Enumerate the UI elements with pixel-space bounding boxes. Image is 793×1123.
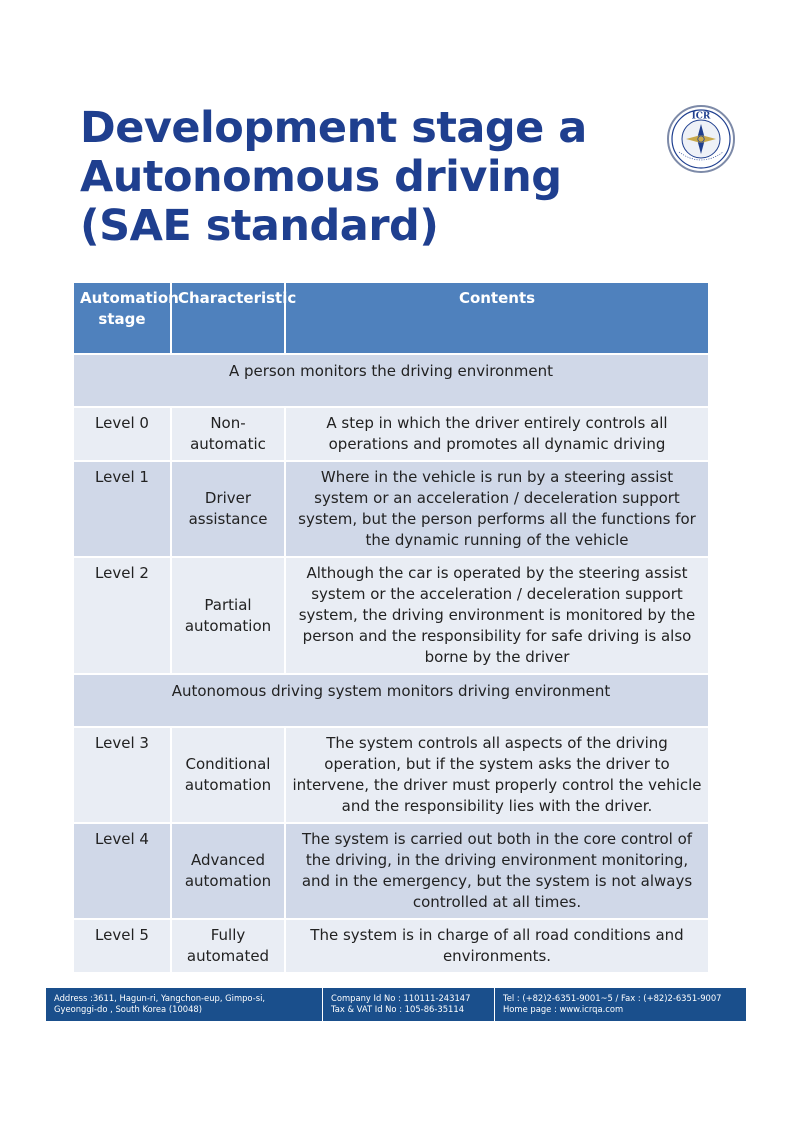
table-row	[73, 727, 709, 823]
characteristic-cell: Driver assistance	[171, 461, 285, 557]
header-automation-stage: Automation stage	[73, 282, 171, 354]
footer-address	[46, 988, 323, 1021]
table-row	[73, 823, 709, 919]
table-header-row	[73, 282, 709, 354]
contents-cell: A step in which the driver entirely controls all operations and promotes all dynamic driving	[285, 407, 709, 461]
table-row	[73, 919, 709, 973]
level-cell: Level 1	[73, 461, 171, 557]
page-title	[80, 104, 587, 251]
footer-company-ids	[323, 988, 495, 1021]
table-row	[73, 557, 709, 674]
company-id: Company Id No : 110111-243147	[331, 993, 471, 1003]
contents-cell: The system controls all aspects of the driving operation, but if the system asks the driver to intervene, the driver must properly control the vehicle and the responsibility lies with the driver.	[285, 727, 709, 823]
icr-logo	[666, 104, 736, 174]
sae-levels-table	[72, 281, 710, 974]
title-line-2: Autonomous driving	[80, 152, 562, 202]
level-cell: Level 4	[73, 823, 171, 919]
characteristic-cell: Conditional automation	[171, 727, 285, 823]
characteristic-cell: Non-automatic	[171, 407, 285, 461]
header-contents: Contents	[285, 282, 709, 354]
table-row	[73, 407, 709, 461]
title-line-3: (SAE standard)	[80, 201, 439, 251]
table-row	[73, 461, 709, 557]
contents-cell: Although the car is operated by the steering assist system or the acceleration / deceleration support system, the driving environment is monitored by the person and the responsibility for safe driving is also borne by the driver	[285, 557, 709, 674]
homepage-link[interactable]: Home page : www.icrqa.com	[503, 1004, 624, 1014]
address-line-2: Gyeonggi-do , South Korea (10048)	[54, 1004, 203, 1014]
characteristic-cell: Fully automated	[171, 919, 285, 973]
contents-cell: The system is carried out both in the core control of the driving, in the driving environment monitoring, and in the emergency, but the system is not always controlled at all times.	[285, 823, 709, 919]
logo-text: ICR	[691, 111, 711, 122]
section-row-system-monitoring	[73, 674, 709, 727]
level-cell: Level 3	[73, 727, 171, 823]
contents-cell: Where in the vehicle is run by a steering assist system or an acceleration / deceleration support system, but the person performs all the functions for the dynamic running of the vehicle	[285, 461, 709, 557]
level-cell: Level 2	[73, 557, 171, 674]
title-line-1: Development stage a	[80, 103, 587, 153]
level-cell: Level 0	[73, 407, 171, 461]
phone-fax: Tel : (+82)2-6351-9001~5 / Fax : (+82)2-6351-9007	[503, 993, 722, 1003]
contents-cell: The system is in charge of all road conditions and environments.	[285, 919, 709, 973]
tax-id: Tax & VAT Id No : 105-86-35114	[331, 1004, 465, 1014]
header-characteristic: Characteristic	[171, 282, 285, 354]
section-label: Autonomous driving system monitors driving environment	[73, 674, 709, 727]
level-cell: Level 5	[73, 919, 171, 973]
characteristic-cell: Partial automation	[171, 557, 285, 674]
footer-bar	[46, 988, 746, 1021]
section-label: A person monitors the driving environment	[73, 354, 709, 407]
section-row-human-monitoring	[73, 354, 709, 407]
footer-contact	[495, 988, 746, 1021]
characteristic-cell: Advanced automation	[171, 823, 285, 919]
address-line-1: Address :3611, Hagun-ri, Yangchon-eup, Gimpo-si,	[54, 993, 266, 1003]
